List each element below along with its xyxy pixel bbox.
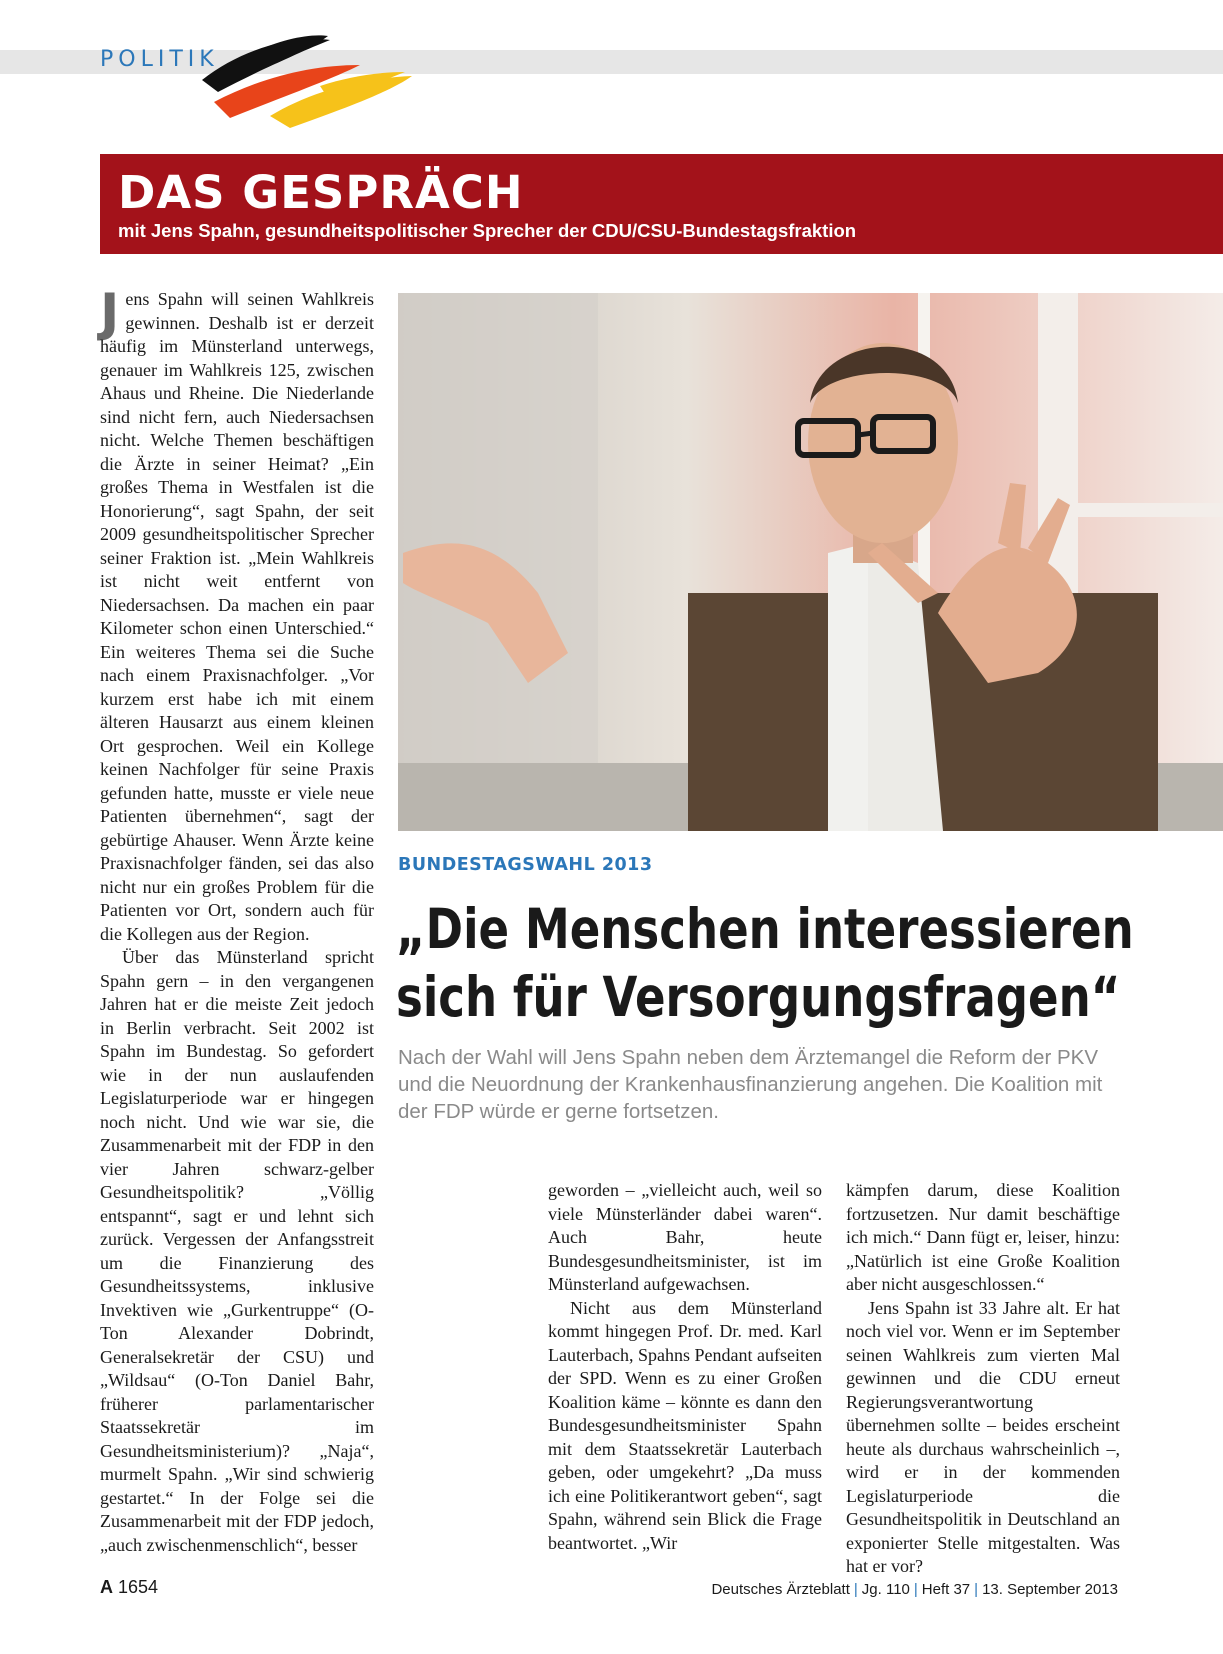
banner-subtitle: mit Jens Spahn, gesundheitspolitischer Sprecher der CDU/CSU-Bundestagsfraktion [118,220,857,241]
article-column-2 [548,1179,822,1555]
page-number [100,1577,158,1598]
journal-name: Deutsches Ärzteblatt [711,1581,850,1598]
page-prefix: A [100,1577,113,1597]
article-paragraph: Jens Spahn ist 33 Jahre alt. Er hat noch viel vor. Wenn er im September seinen Wahlkreis zum vierten Mal gewinnen und die CDU erneut Regierungsverantwortung übernehmen sollte – beides erscheint heute als durchaus wahrscheinlich –, wird er in der kommenden Legislaturperiode die Gesundheitspolitik in Deutschland an exponierter Stelle mitgestalten. Was hat er vor? [846,1297,1120,1576]
divider: | [913,1581,918,1598]
journal-volume: Jg. 110 [861,1581,910,1598]
article-lead: Nach der Wahl will Jens Spahn neben dem Ärztemangel die Reform der PKV und die Neuordnung der Krankenhausfinanzierung angehen. Die Koalition mit der FDP würde er gerne fortsetzen. [398,1046,1103,1123]
headline-line: sich für Versorgungsfragen“ [396,965,1121,1029]
article-headline [396,895,1134,1031]
article-column-1 [100,283,374,1557]
article-paragraph: Über das Münsterland spricht Spahn gern – in den vergangenen Jahren hat er die meiste Zeit jedoch in Berlin verbracht. Seit 2002 ist Spahn im Bundestag. So gefordert wie in der nun auslaufenden Legislaturperiode war er hingegen noch nicht. Und wie war sie, die Zusammenarbeit mit der FDP in den vier Jahren schwarz-gelber Gesundheitspolitik? „Völlig entspannt“, sagt er und lehnt sich zurück. Vergessen der Anfangsstreit um die Finanzierung des Gesundheitssystems, inklusive Invektiven wie „Gurkentruppe“ (O-Ton Alexander Dobrindt, Generalsekretär der CSU) und „Wildsau“ (O-Ton Daniel Bahr, früherer parlamentarischer Staatssekretär im Gesundheitsministerium)? „Naja“, murmelt Spahn. „Wir sind schwierig gestartet.“ In der Folge sei die Zusammenarbeit mit der FDP jedoch, „auch zwischenmenschlich“, besser [100,947,374,1555]
journal-date: 13. September 2013 [982,1581,1118,1598]
article-column-3 [846,1179,1120,1579]
article-kicker: BUNDESTAGSWAHL 2013 [398,855,653,875]
divider: | [853,1581,858,1598]
article-paragraph: Nicht aus dem Münsterland kommt hingegen Prof. Dr. med. Karl Lauterbach, Spahns Pendant aufseiten der SPD. Wenn es zu einer Großen Koalition käme – könnte es dann den Bundesgesundheitsminister Spahn mit dem Staatssekretär Lauterbach geben, oder umgekehrt? „Da muss ich eine Politikerantwort geben“, sagt Spahn, während sein Blick die Frage beantwortet. „Wir [548,1297,822,1553]
headline-line: „Die Menschen interessieren [396,897,1134,961]
divider: | [974,1581,979,1598]
banner-title: DAS GESPRÄCH [118,166,524,219]
portrait-photo [398,293,1223,831]
article-paragraph: geworden – „vielleicht auch, weil so viele Münsterländer dabei waren“. Auch Bahr, heute Bundesgesundheitsminister, ist im Münsterland aufgewachsen. [548,1180,822,1294]
section-label: POLITIK [100,47,219,72]
journal-footer [711,1581,1118,1598]
page-number-value: 1654 [118,1577,159,1597]
article-paragraph [100,283,374,946]
german-flag-brush-graphic [200,20,430,130]
drop-cap: J [100,283,120,343]
journal-issue: Heft 37 [921,1581,971,1598]
interview-banner [100,154,1223,254]
paragraph-text: ens Spahn will seinen Wahlkreis gewinnen. Deshalb ist er derzeit häufig im Münsterland unterwegs, genauer im Wahlkreis 125, zwischen Ahaus und Rheine. Die Niederlande sind nicht fern, auch Niedersachsen nicht. Welche Themen beschäftigen die Ärzte in seiner Heimat? „Ein großes Thema in Westfalen ist die Honorierung“, sagt Spahn, der seit 2009 gesundheitspolitischer Sprecher seiner Fraktion ist. „Mein Wahlkreis ist nicht weit entfernt von Niedersachsen. Da machen ein paar Kilometer schon einen Unterschied.“ Ein weiteres Thema sei die Suche nach einem Praxisnachfolger. „Vor kurzem erst habe ich mit einem älteren Hausarzt aus einem kleinen Ort gesprochen. Weil ein Kollege keinen Nachfolger für seine Praxis gefunden hatte, musste er viele neue Patienten übernehmen“, sagt der gebürtige Ahauser. Wenn Ärzte keine Praxisnachfolger fänden, sei das also nicht nur ein großes Problem für die Patienten vor Ort, sondern auch für die Kollegen aus der Region. [100,289,374,944]
article-paragraph: kämpfen darum, diese Koalition fortzusetzen. Nur damit beschäftige ich mich.“ Dann fügt er, leiser, hinzu: „Natürlich ist eine Große Koalition aber nicht ausgeschlossen.“ [846,1180,1120,1294]
